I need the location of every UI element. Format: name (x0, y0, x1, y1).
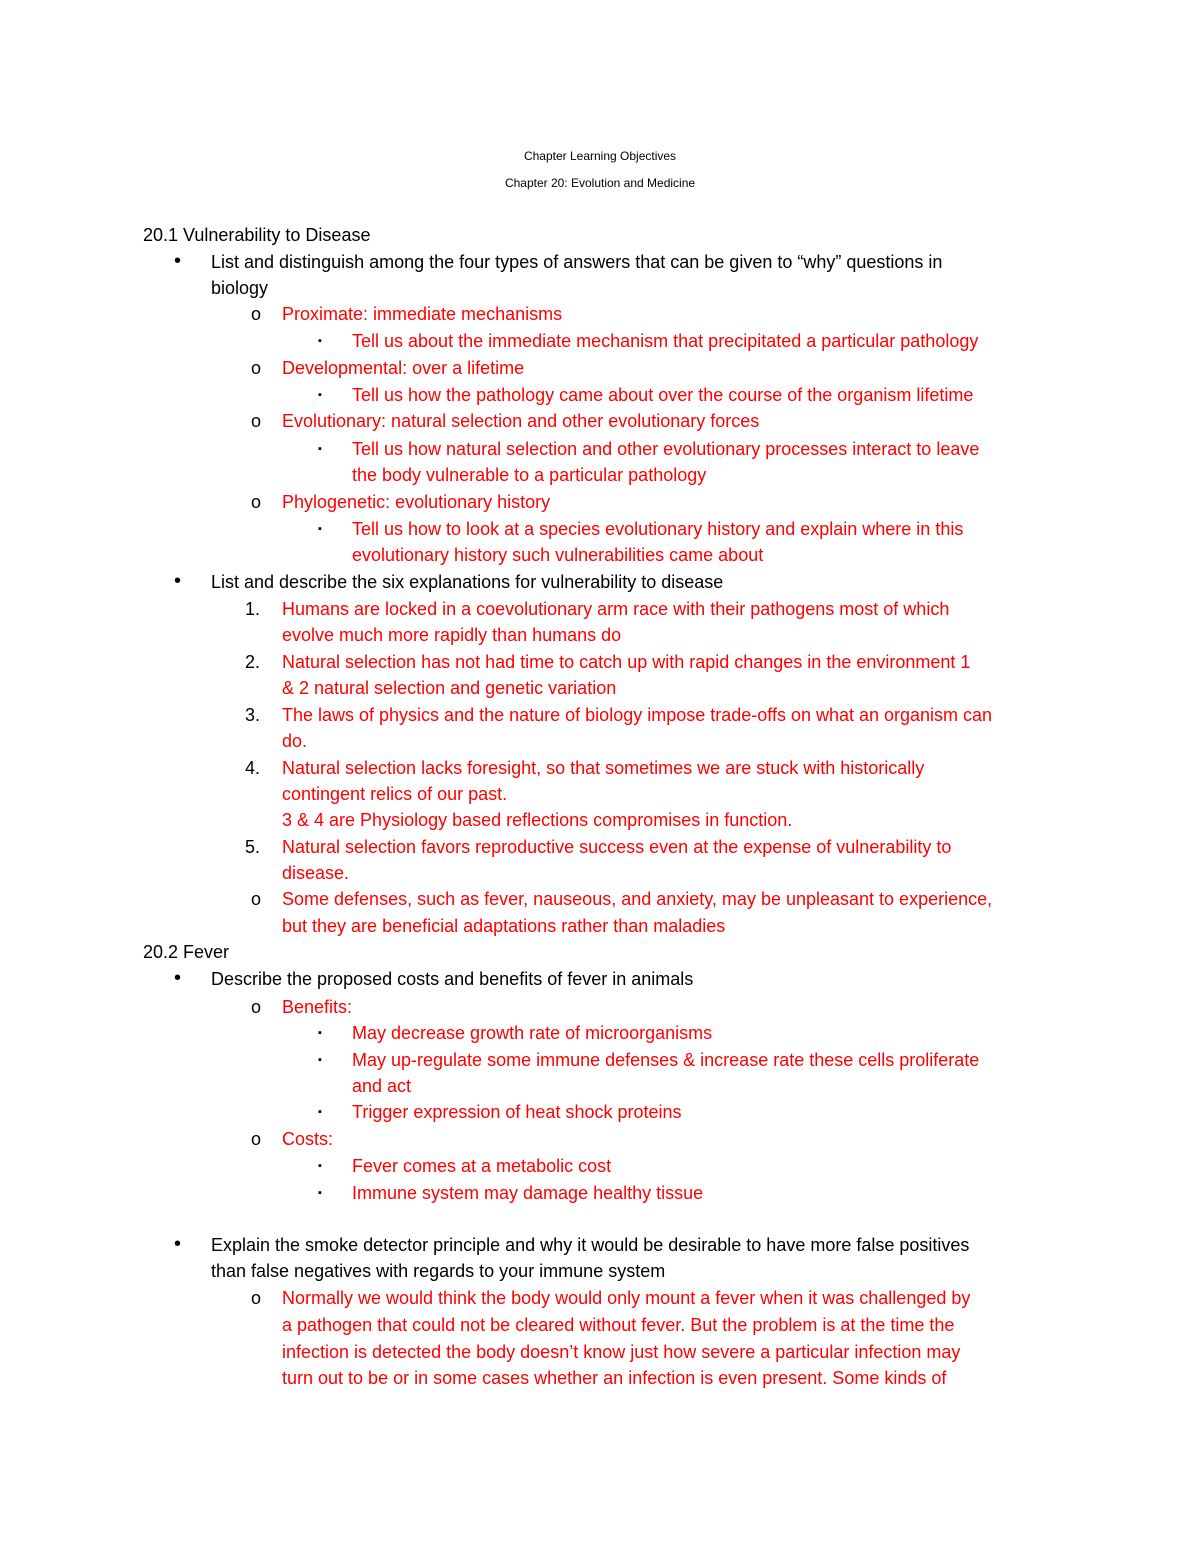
answer-text: do. (282, 731, 308, 751)
answer-text: Evolutionary: natural selection and other evolutionary forces (282, 411, 760, 431)
objective-text: than false negatives with regards to your immune system (211, 1261, 666, 1281)
square-bullet-icon: ▪ (318, 1054, 322, 1066)
bullet-icon: • (174, 250, 182, 272)
answer-text: Fever comes at a metabolic cost (352, 1156, 612, 1176)
square-bullet-icon: ▪ (318, 1027, 322, 1039)
answer-text: Tell us how the pathology came about over the course of the organism lifetime (352, 385, 974, 405)
list-number: 4. (245, 758, 261, 778)
bullet-icon: • (174, 570, 182, 592)
answer-text: Benefits: (282, 997, 353, 1017)
list-number: 1. (245, 599, 261, 619)
square-bullet-icon: ▪ (318, 389, 322, 401)
bullet-icon: • (174, 1233, 182, 1255)
answer-text: Humans are locked in a coevolutionary arm race with their pathogens most of which (282, 599, 950, 619)
answer-text: but they are beneficial adaptations rather than maladies (282, 916, 726, 936)
answer-text: Trigger expression of heat shock proteins (352, 1102, 682, 1122)
bullet-icon: • (174, 967, 182, 989)
square-bullet-icon: ▪ (318, 1106, 322, 1118)
answer-text: Tell us about the immediate mechanism that precipitated a particular pathology (352, 331, 979, 351)
square-bullet-icon: ▪ (318, 443, 322, 455)
answer-text: The laws of physics and the nature of biology impose trade-offs on what an organism can (282, 705, 993, 725)
answer-text: Immune system may damage healthy tissue (352, 1183, 704, 1203)
answer-text: infection is detected the body doesn’t know just how severe a particular infection may (282, 1342, 961, 1362)
circle-bullet-icon: o (251, 358, 262, 378)
answer-text: the body vulnerable to a particular pathology (352, 465, 707, 485)
circle-bullet-icon: o (251, 411, 262, 431)
objective-text: Describe the proposed costs and benefits of fever in animals (211, 969, 694, 989)
square-bullet-icon: ▪ (318, 523, 322, 535)
objective-text: List and describe the six explanations for vulnerability to disease (211, 572, 724, 592)
answer-text: Tell us how natural selection and other evolutionary processes interact to leave (352, 439, 980, 459)
answer-text: Some defenses, such as fever, nauseous, and anxiety, may be unpleasant to experience, (282, 889, 993, 909)
answer-text: May up-regulate some immune defenses & increase rate these cells proliferate (352, 1050, 980, 1070)
square-bullet-icon: ▪ (318, 1187, 322, 1199)
answer-text: & 2 natural selection and genetic variation (282, 678, 617, 698)
objective-text: biology (211, 278, 269, 298)
answer-text: evolutionary history such vulnerabilities came about (352, 545, 764, 565)
answer-text: Phylogenetic: evolutionary history (282, 492, 551, 512)
chapter-title: Chapter 20: Evolution and Medicine (504, 176, 696, 190)
circle-bullet-icon: o (251, 997, 262, 1017)
section-heading-20-2: 20.2 Fever (143, 942, 230, 962)
document-title: Chapter Learning Objectives (523, 149, 677, 163)
square-bullet-icon: ▪ (318, 1160, 322, 1172)
list-number: 5. (245, 837, 261, 857)
circle-bullet-icon: o (251, 492, 262, 512)
answer-text: contingent relics of our past. (282, 784, 508, 804)
section-heading-20-1: 20.1 Vulnerability to Disease (143, 225, 371, 245)
answer-text: a pathogen that could not be cleared without fever. But the problem is at the time the (282, 1315, 955, 1335)
answer-text: and act (352, 1076, 412, 1096)
answer-text: May decrease growth rate of microorganisms (352, 1023, 713, 1043)
answer-text: Natural selection lacks foresight, so that sometimes we are stuck with historically (282, 758, 925, 778)
answer-text: Costs: (282, 1129, 334, 1149)
list-number: 3. (245, 705, 261, 725)
objective-text: List and distinguish among the four types of answers that can be given to “why” questions in (211, 252, 943, 272)
answer-text: Normally we would think the body would only mount a fever when it was challenged by (282, 1288, 971, 1308)
answer-text: turn out to be or in some cases whether an infection is even present. Some kinds of (282, 1368, 947, 1388)
answer-text: Tell us how to look at a species evolutionary history and explain where in this (352, 519, 964, 539)
answer-text: disease. (282, 863, 350, 883)
answer-text: Natural selection has not had time to catch up with rapid changes in the environment 1 (282, 652, 971, 672)
answer-text: Proximate: immediate mechanisms (282, 304, 563, 324)
square-bullet-icon: ▪ (318, 335, 322, 347)
list-number: 2. (245, 652, 261, 672)
answer-text: Developmental: over a lifetime (282, 358, 525, 378)
answer-text: evolve much more rapidly than humans do (282, 625, 622, 645)
answer-text: 3 & 4 are Physiology based reflections compromises in function. (282, 810, 793, 830)
circle-bullet-icon: o (251, 1129, 262, 1149)
circle-bullet-icon: o (251, 889, 262, 909)
objective-text: Explain the smoke detector principle and why it would be desirable to have more false positives (211, 1235, 970, 1255)
circle-bullet-icon: o (251, 1288, 262, 1308)
answer-text: Natural selection favors reproductive success even at the expense of vulnerability to (282, 837, 952, 857)
circle-bullet-icon: o (251, 304, 262, 324)
